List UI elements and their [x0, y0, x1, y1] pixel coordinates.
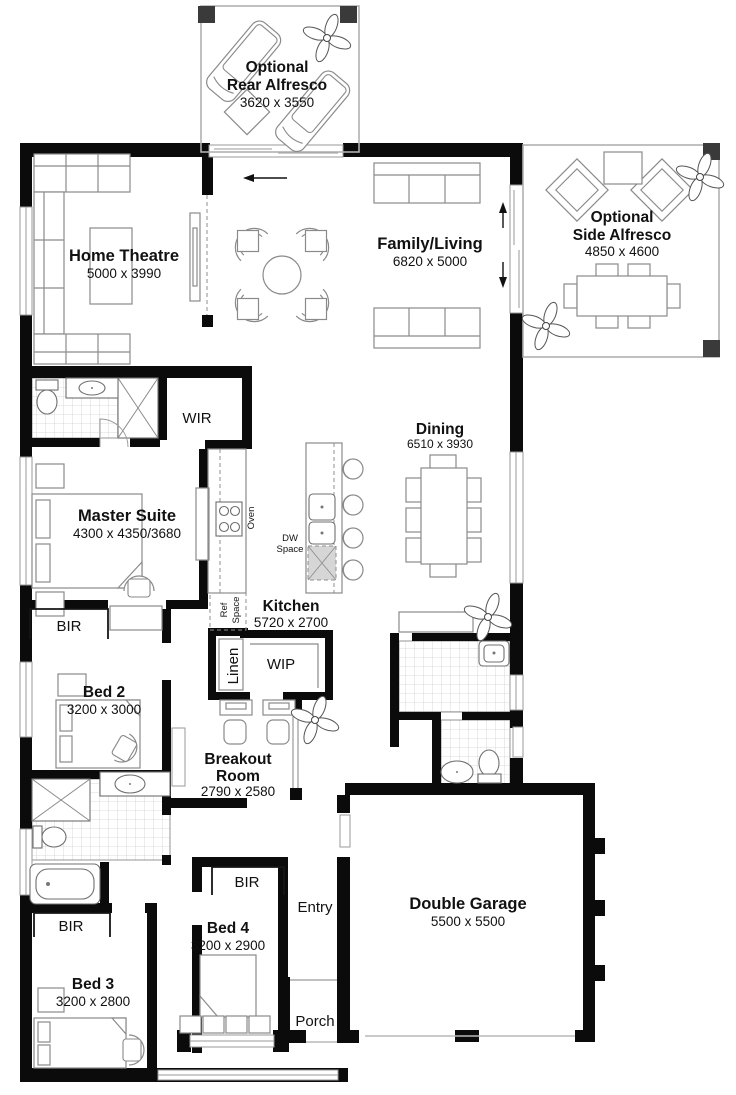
room-label: Room [216, 768, 260, 785]
bathtub [30, 864, 100, 904]
door-leaf [513, 727, 523, 757]
room-label: Rear Alfresco [226, 77, 328, 94]
toilet [36, 380, 58, 414]
bir-label: BIR [234, 874, 260, 891]
stool [343, 560, 363, 580]
kitchen-zone [208, 443, 363, 630]
window [20, 457, 32, 585]
door-leaf [172, 728, 185, 786]
room-label: Bed 4 [206, 920, 250, 937]
post [198, 6, 215, 23]
vanity [100, 772, 170, 796]
room-dims: 3200 x 2900 [190, 938, 266, 953]
stool [343, 495, 363, 515]
bedside-table [58, 674, 86, 696]
room-label: Optional [590, 209, 654, 226]
room-label: Family/Living [377, 235, 483, 253]
room-label: Side Alfresco [572, 227, 672, 244]
window [190, 1035, 274, 1047]
dw-label: Space [276, 544, 304, 555]
shower [32, 779, 90, 821]
room-dims: 3200 x 2800 [55, 994, 131, 1009]
room-label: Dining [415, 421, 465, 438]
bench-seat [399, 612, 473, 632]
room-label: Porch [295, 1013, 335, 1030]
round-table [263, 256, 301, 294]
room-label: WIR [182, 410, 212, 427]
post [703, 340, 720, 357]
home-theatre-zone [34, 154, 207, 364]
kitchen-sink [309, 494, 335, 544]
room-dims: 6820 x 5000 [392, 254, 468, 269]
side-table [604, 152, 642, 184]
bir-label: BIR [58, 918, 84, 935]
basin [441, 761, 473, 783]
room-label: Linen [225, 647, 242, 685]
room-dims: 6510 x 3930 [406, 437, 474, 451]
armchair [292, 217, 340, 265]
bed2-zone [30, 609, 142, 768]
sliding-door-family [499, 185, 523, 313]
room-dims: 4300 x 4350/3680 [72, 526, 182, 541]
window [158, 1070, 338, 1080]
room-label: Breakout [204, 751, 272, 768]
mirror-robe [196, 488, 209, 560]
ref-label: Space [231, 596, 242, 624]
room-dims: 3620 x 3550 [239, 95, 315, 110]
dw-label: DW [282, 533, 298, 544]
garage-zone [340, 815, 575, 1036]
chair [123, 1035, 144, 1065]
room-dims: 4850 x 4600 [584, 244, 660, 259]
room-label: Optional [245, 59, 309, 76]
stool [343, 459, 363, 479]
armchair [292, 285, 340, 333]
side-alfresco-zone [521, 143, 726, 357]
window [20, 207, 32, 315]
room-label: Master Suite [77, 507, 177, 525]
window [510, 675, 523, 710]
desk [263, 700, 295, 744]
cooktop [216, 502, 242, 536]
room-label: Entry [297, 899, 333, 916]
linen-wip-zone [219, 639, 318, 690]
window [20, 662, 32, 737]
bed3-zone [34, 913, 144, 1068]
shower [118, 378, 158, 438]
oven-label: Oven [246, 506, 257, 530]
bed [200, 955, 256, 1017]
entry-porch-zone [290, 899, 337, 1042]
family-living-zone [374, 163, 483, 348]
sofa [374, 163, 480, 203]
room-dims: 5000 x 3990 [86, 266, 162, 281]
window [510, 452, 523, 583]
room-dims: 3200 x 3000 [66, 702, 142, 717]
breakout-zone [172, 695, 340, 799]
bir-label: BIR [56, 618, 82, 635]
room-label: WIP [266, 656, 296, 673]
post [340, 6, 357, 23]
desk [220, 700, 252, 744]
stool [343, 528, 363, 548]
room-dims: 5500 x 5500 [430, 914, 506, 929]
vanity [66, 378, 118, 398]
room-dims: 5720 x 2700 [253, 615, 329, 630]
armchair [224, 217, 272, 265]
dishwasher-space [308, 546, 336, 580]
room-dims: 2790 x 2580 [200, 784, 276, 799]
room-label: Double Garage [409, 895, 527, 913]
outdoor-dining-set [564, 264, 680, 328]
desk [110, 606, 162, 630]
rear-alfresco-zone [198, 6, 359, 155]
door-leaf [340, 815, 350, 847]
dining-zone [406, 421, 481, 577]
bedside-table [36, 464, 64, 488]
ref-label: Ref [219, 602, 230, 618]
room-label: Bed 3 [71, 976, 115, 993]
sliding-door-rear [209, 145, 343, 182]
room-label: Kitchen [262, 598, 320, 615]
dining-set [406, 455, 481, 577]
bed [34, 1018, 126, 1068]
room-label: Home Theatre [68, 247, 180, 265]
sofa [374, 308, 480, 348]
armchair [224, 285, 272, 333]
laundry-tub [479, 641, 509, 666]
toilet [33, 826, 66, 848]
bedside-table [36, 592, 64, 616]
bed-end-cushions [180, 1016, 270, 1033]
sitting-nook [224, 217, 340, 333]
tv-screen [193, 228, 197, 286]
room-label: Bed 2 [82, 684, 126, 701]
